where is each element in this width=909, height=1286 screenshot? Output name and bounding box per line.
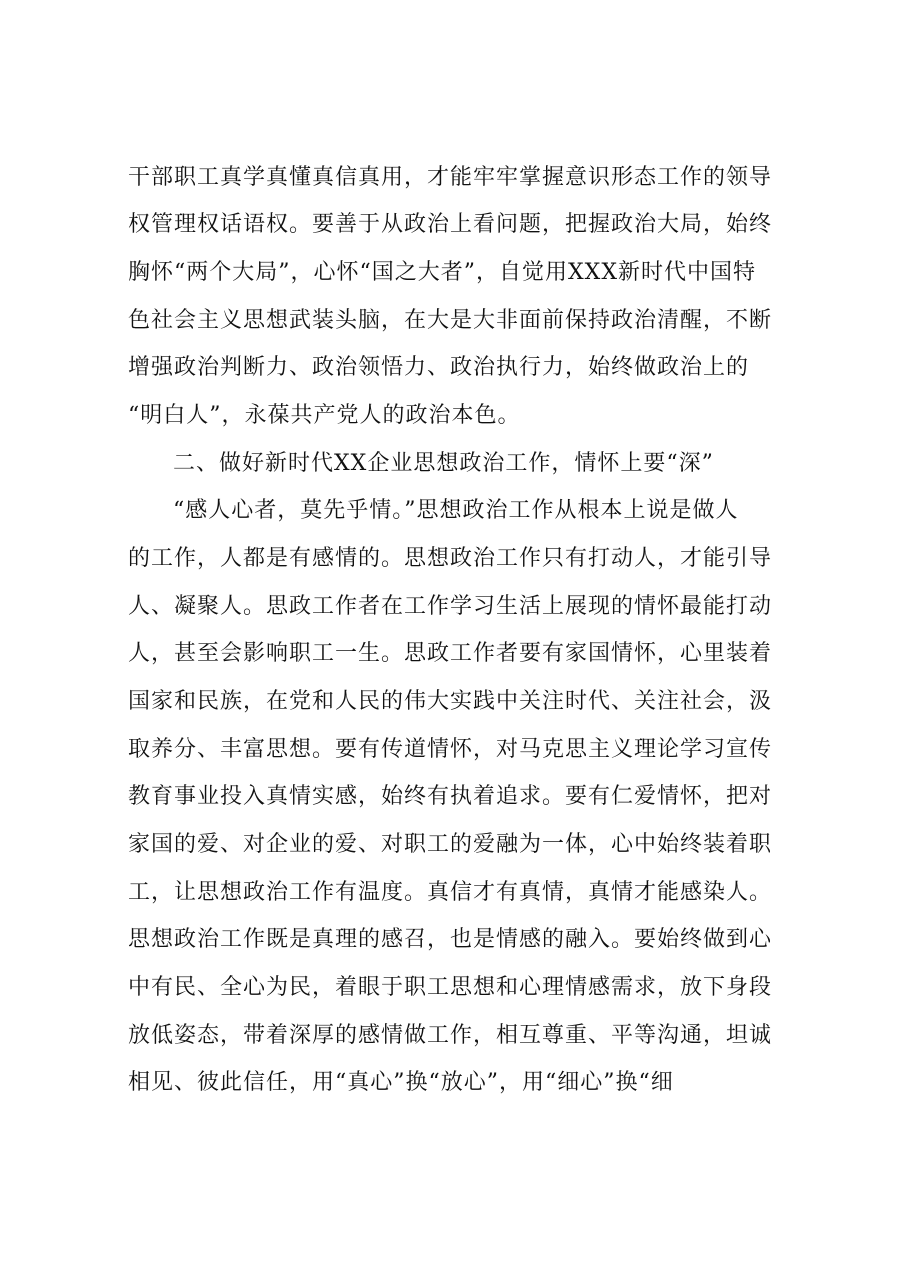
paragraph-line: 家国的爱、对企业的爱、对职工的爱融为一体，心中始终装着职 (128, 832, 773, 857)
paragraph-line: 相见、彼此信任，用“真心”换“放心”，用“细心”换“细 (128, 1070, 674, 1095)
paragraph-line: “明白人”，永葆共产党人的政治本色。 (128, 403, 521, 428)
paragraph-line: 国家和民族，在党和人民的伟大实践中关注时代、关注社会，汲 (128, 689, 773, 714)
paragraph-line: 干部职工真学真懂真信真用，才能牢牢掌握意识形态工作的领导 (128, 165, 773, 190)
paragraph-line: 权管理权话语权。要善于从政治上看问题，把握政治大局，始终 (128, 212, 773, 237)
paragraph-line: 放低姿态，带着深厚的感情做工作，相互尊重、平等沟通，坦诚 (128, 1023, 773, 1048)
paragraph-line: 色社会主义思想武装头脑，在大是大非面前保持政治清醒，不断 (128, 308, 773, 333)
paragraph-line: 人，甚至会影响职工一生。思政工作者要有家国情怀，心里装着 (128, 641, 773, 666)
section-heading: 二、做好新时代XX企业思想政治工作，情怀上要“深” (173, 451, 714, 476)
paragraph-line: 取养分、丰富思想。要有传道情怀，对马克思主义理论学习宣传 (128, 737, 773, 762)
paragraph-line: 人、凝聚人。思政工作者在工作学习生活上展现的情怀最能打动 (128, 594, 773, 619)
paragraph-line: 中有民、全心为民，着眼于职工思想和心理情感需求，放下身段 (128, 975, 773, 1000)
paragraph-line: 的工作，人都是有感情的。思想政治工作只有打动人，才能引导 (128, 546, 773, 571)
paragraph-line: 胸怀“两个大局”，心怀“国之大者”，自觉用XXX新时代中国特 (128, 260, 756, 285)
paragraph-line: 思想政治工作既是真理的感召，也是情感的融入。要始终做到心 (128, 927, 773, 952)
paragraph-line: 工，让思想政治工作有温度。真信才有真情，真情才能感染人。 (128, 880, 773, 905)
paragraph-line: “感人心者，莫先乎情。”思想政治工作从根本上说是做人 (173, 498, 739, 523)
paragraph-line: 教育事业投入真情实感，始终有执着追求。要有仁爱情怀，把对 (128, 784, 773, 809)
paragraph-line: 增强政治判断力、政治领悟力、政治执行力，始终做政治上的 (128, 355, 750, 380)
